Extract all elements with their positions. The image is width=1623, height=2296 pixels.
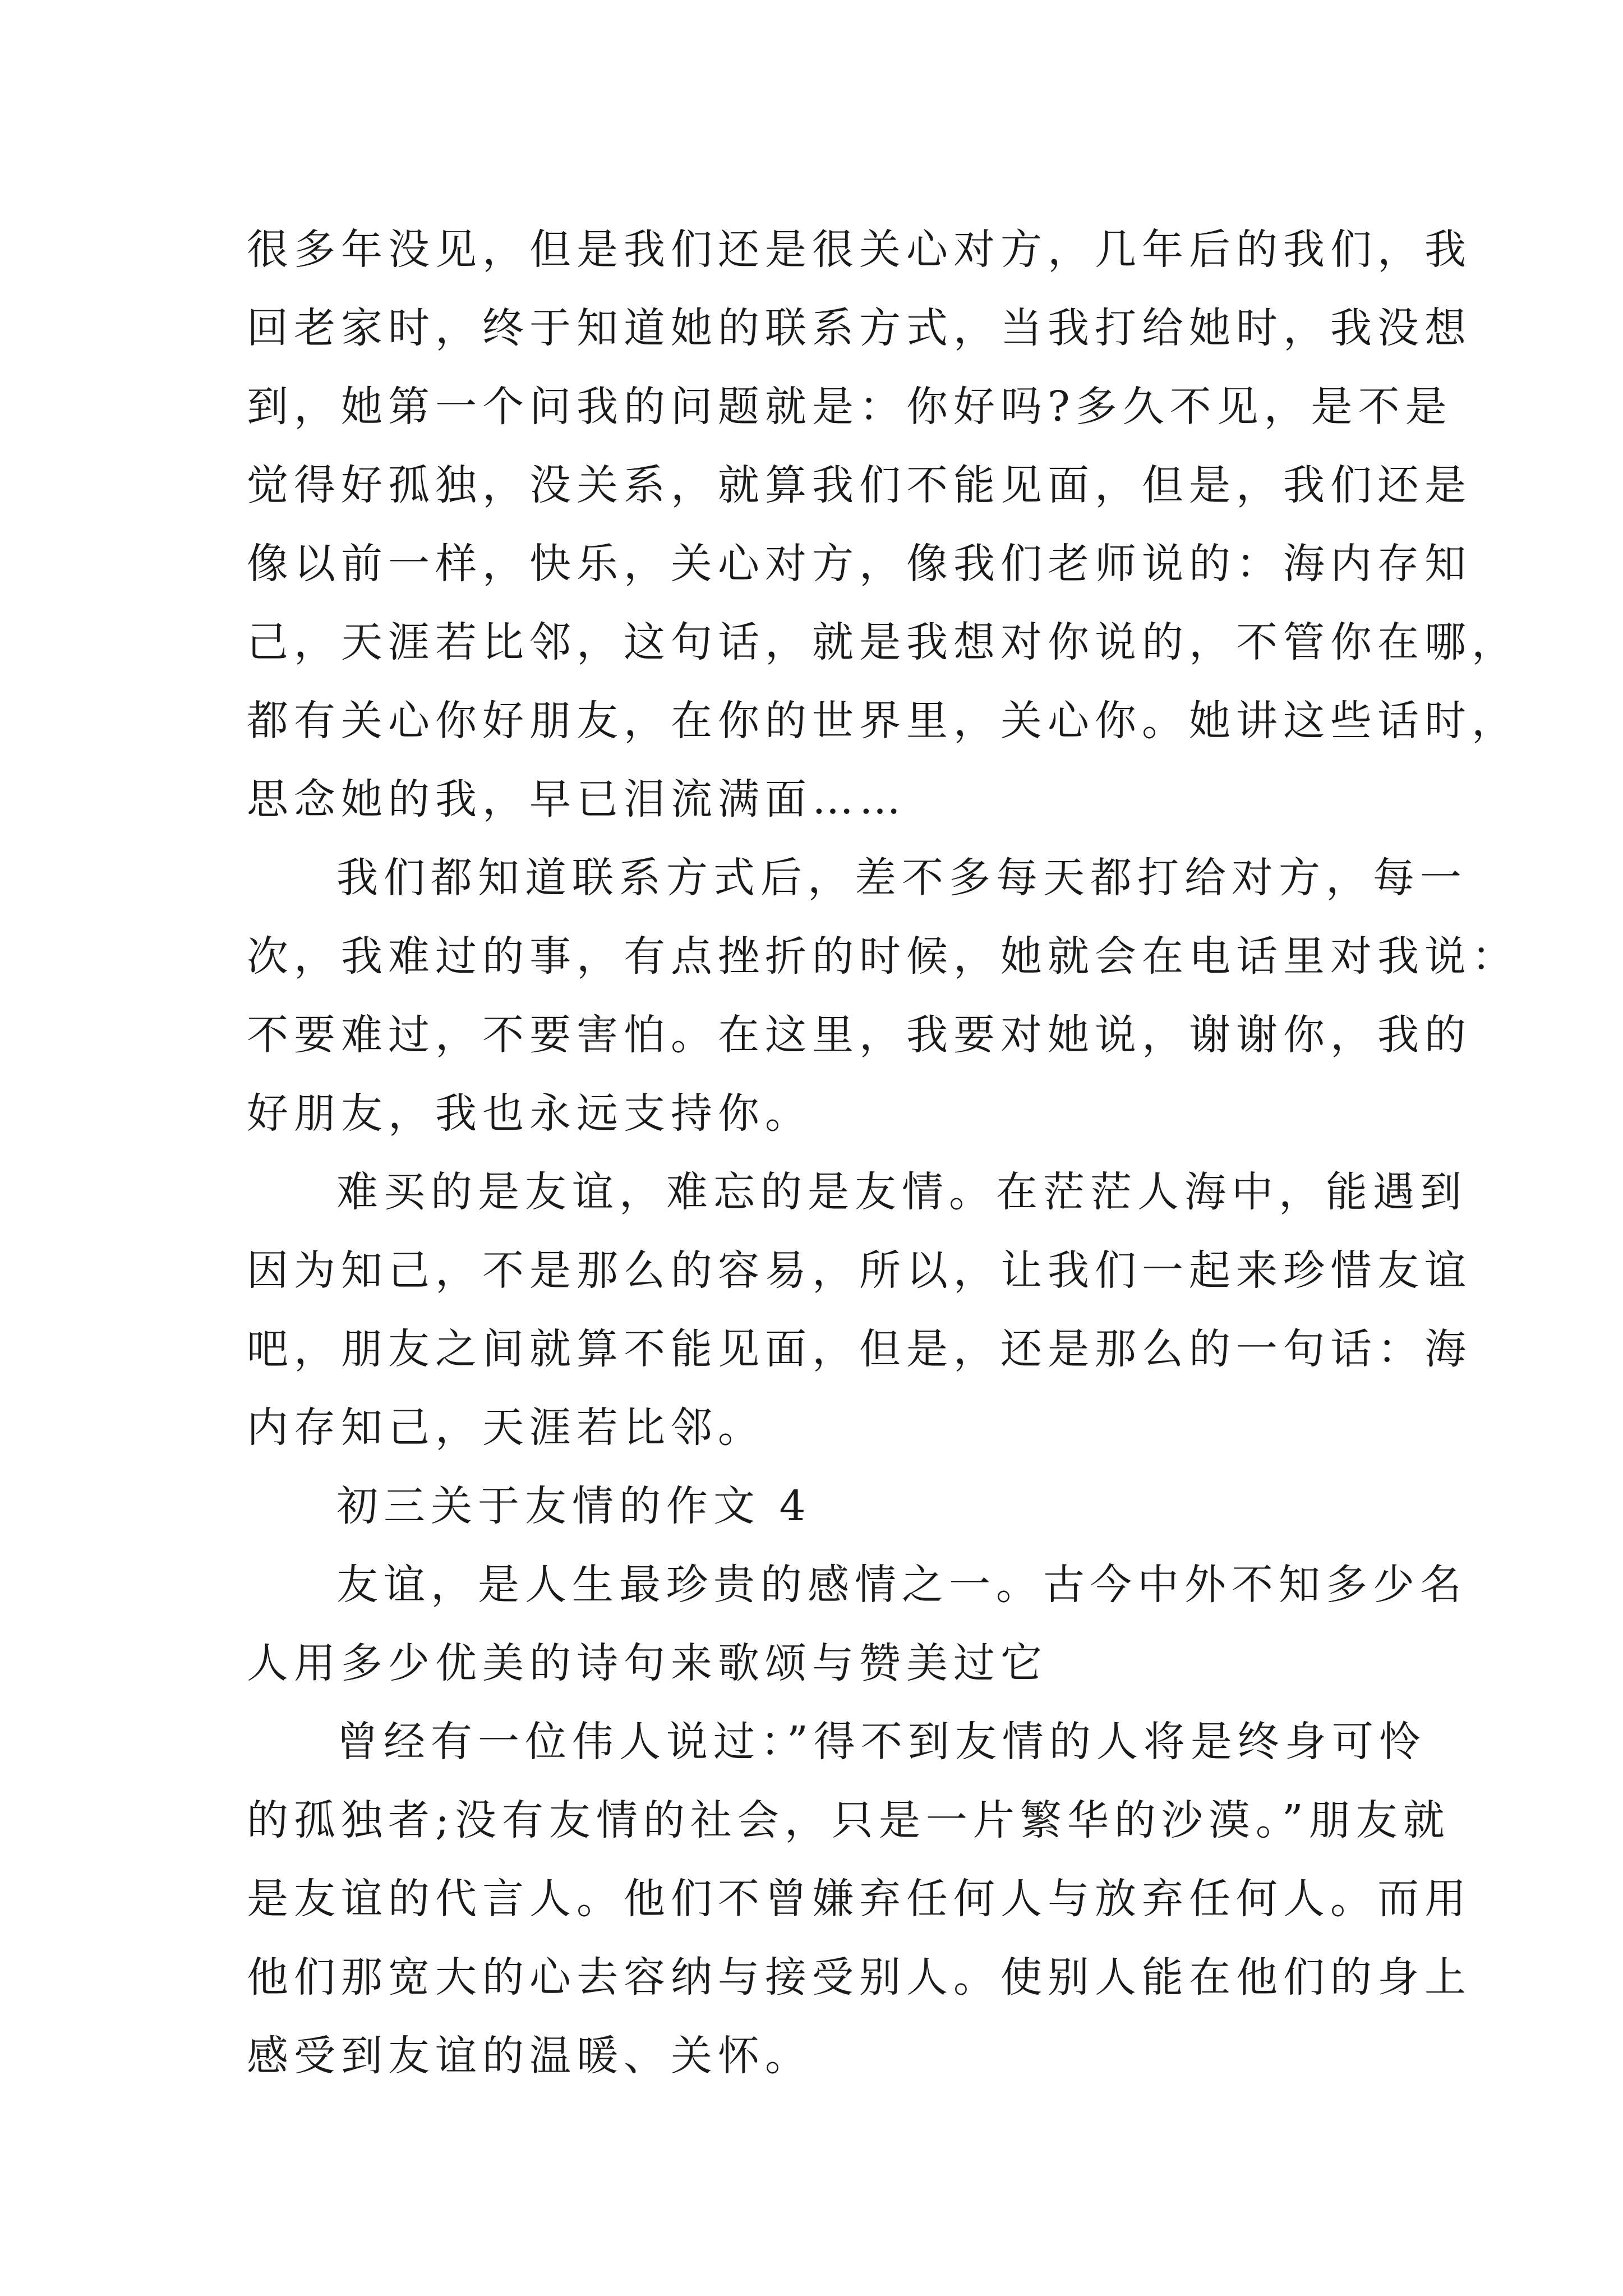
text-line: 回老家时，终于知道她的联系方式，当我打给她时，我没想 bbox=[247, 304, 1472, 352]
paragraph bbox=[247, 210, 1519, 839]
text-line: 很多年没见，但是我们还是很关心对方，几年后的我们，我 bbox=[247, 226, 1472, 274]
body-text bbox=[247, 210, 1519, 2095]
text-line: 到，她第一个问我的问题就是：你好吗?多久不见，是不是 bbox=[247, 383, 1453, 431]
paragraph bbox=[247, 1545, 1467, 1703]
text-line: 像以前一样，快乐，关心对方，像我们老师说的：海内存知 bbox=[247, 540, 1472, 588]
text-line: 的孤独者;没有友情的社会，只是一片繁华的沙漠。”朋友就 bbox=[247, 1796, 1450, 1844]
text-line: 因为知己，不是那么的容易，所以，让我们一起来珍惜友谊 bbox=[247, 1246, 1472, 1295]
text-line: 次，我难过的事，有点挫折的时候，她就会在电话里对我说： bbox=[247, 932, 1519, 981]
text-line: 思念她的我，早已泪流满面…… bbox=[247, 775, 906, 823]
text-line: 己，天涯若比邻，这句话，就是我想对你说的，不管你在哪， bbox=[247, 618, 1519, 666]
text-line: 我们都知道联系方式后，差不多每天都打给对方，每一 bbox=[336, 854, 1467, 902]
text-line: 友谊，是人生最珍贵的感情之一。古今中外不知多少名 bbox=[336, 1561, 1467, 1609]
text-line: 是友谊的代言人。他们不曾嫌弃任何人与放弃任何人。而用 bbox=[247, 1875, 1472, 1923]
text-line: 曾经有一位伟人说过：”得不到友情的人将是终身可怜 bbox=[336, 1718, 1426, 1766]
text-line: 感受到友谊的温暖、关怀。 bbox=[247, 2032, 812, 2080]
text-line: 难买的是友谊，难忘的是友情。在茫茫人海中，能遇到 bbox=[336, 1168, 1467, 1216]
section-heading bbox=[247, 1467, 1391, 1545]
text-line: 不要难过，不要害怕。在这里，我要对她说，谢谢你，我的 bbox=[247, 1011, 1472, 1059]
paragraph bbox=[247, 1153, 1472, 1467]
text-line: 人用多少优美的诗句来歌颂与赞美过它 bbox=[247, 1639, 1048, 1687]
text-line: 初三关于友情的作文 4 bbox=[336, 1482, 811, 1530]
text-line: 好朋友，我也永远支持你。 bbox=[247, 1089, 812, 1138]
paragraph bbox=[247, 1703, 1472, 2095]
text-line: 内存知己，天涯若比邻。 bbox=[247, 1404, 765, 1452]
text-line: 他们那宽大的心去容纳与接受别人。使别人能在他们的身上 bbox=[247, 1953, 1472, 2001]
text-line: 都有关心你好朋友，在你的世界里，关心你。她讲这些话时， bbox=[247, 697, 1519, 745]
text-line: 吧，朋友之间就算不能见面，但是，还是那么的一句话：海 bbox=[247, 1325, 1472, 1373]
paragraph bbox=[247, 839, 1519, 1153]
text-line: 觉得好孤独，没关系，就算我们不能见面，但是，我们还是 bbox=[247, 461, 1472, 509]
